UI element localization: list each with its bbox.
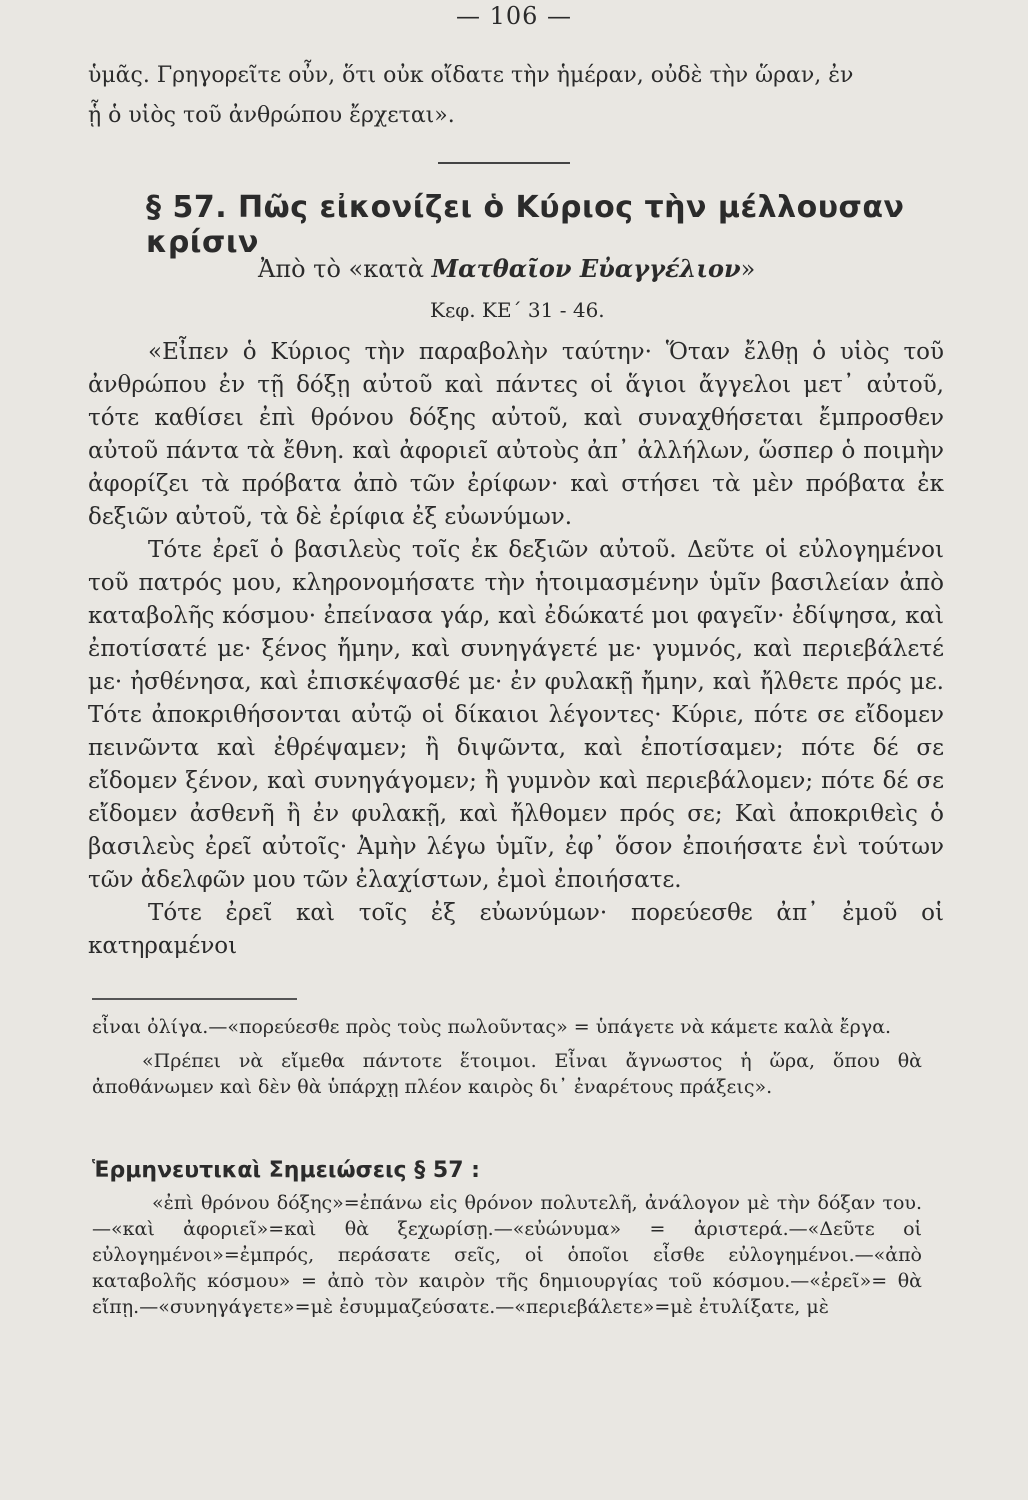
source-prefix: Ἀπὸ τὸ «κατὰ	[258, 255, 424, 283]
continued-line-1: ὑμᾶς. Γρηγορεῖτε οὖν, ὅτι οὐκ οἴδατε τὴν ἡμέραν, οὐδὲ τὴν ὥραν, ἐν	[88, 63, 854, 88]
paragraph: «Εἶπεν ὁ Κύριος τὴν παραβολὴν ταύτην· Ὅταν ἔλθῃ ὁ υἱὸς τοῦ ἀνθρώπου ἐν τῇ δόξῃ αὐτοῦ καὶ πάντες οἱ ἅγιοι ἄγγελοι μετ᾽ αὐτοῦ, τότε καθίσει ἐπὶ θρόνου δόξης αὐτοῦ, καὶ συναχθήσεται ἔμπροσθεν αὐτοῦ πάντα τὰ ἔθνη. καὶ ἀφοριεῖ αὐτοὺς ἀπ᾽ ἀλλήλων, ὥσπερ ὁ ποιμὴν ἀφορίζει τὰ πρόβατα ἀπὸ τῶν ἐρίφων· καὶ στήσει τὰ μὲν πρόβατα ἐκ δεξιῶν αὐτοῦ, τὰ δὲ ἐρίφια ἐξ εὐωνύμων.	[88, 339, 944, 530]
footnote-rule	[92, 998, 297, 1000]
hermeneutic-notes: «ἐπὶ θρόνου δόξης»=ἐπάνω εἰς θρόνον πολυτελῆ, ἀνάλογον μὲ τὴν δόξαν του.—«καὶ ἀφοριεῖ»=καὶ θὰ ξεχωρίσῃ.—«εὐώνυμα» = ἀριστερά.—«Δεῦτε οἱ εὐλογημένοι»=ἐμπρός, περάσατε σεῖς, οἱ ὁποῖοι εἶσθε εὐλογημένοι.—«ἀπὸ καταβολῆς κόσμου» = ἀπὸ τὸν καιρὸν τῆς δημιουργίας τοῦ κόσμου.—«ἐρεῖ»= θὰ εἴπῃ.—«συνηγάγετε»=μὲ ἐσυμμαζεύσατε.—«περιεβάλετε»=μὲ ἐτυλίξατε, μὲ	[92, 1192, 922, 1318]
scripture-text	[88, 336, 944, 963]
paragraph: Τότε ἐρεῖ ὁ βασιλεὺς τοῖς ἐκ δεξιῶν αὐτοῦ. Δεῦτε οἱ εὐλογημένοι τοῦ πατρός μου, κληρονομήσατε τὴν ἡτοιμασμένην ὑμῖν βασιλείαν ἀπὸ καταβολῆς κόσμου· ἐπείνασα γάρ, καὶ ἐδώκατέ μοι φαγεῖν· ἐδίψησα, καὶ ἐποτίσατέ με· ξένος ἤμην, καὶ συνηγάγετέ με· γυμνός, καὶ περιεβάλετέ με· ἠσθένησα, καὶ ἐπισκέψασθέ με· ἐν φυλακῇ ἤμην, καὶ ἤλθετε πρός με. Τότε ἀποκριθήσονται αὐτῷ οἱ δίκαιοι λέγοντες· Κύριε, πότε σε εἴδομεν πεινῶντα καὶ ἐθρέψαμεν; ἢ διψῶντα, καὶ ἐποτίσαμεν; πότε δέ σε εἴδομεν ξένον, καὶ συνηγάγομεν; ἢ γυμνὸν καὶ περιεβάλομεν; πότε δέ σε εἴδομεν ἀσθενῆ ἢ ἐν φυλακῇ, καὶ ἤλθομεν πρός σε; Καὶ ἀποκριθεὶς ὁ βασιλεὺς ἐρεῖ αὐτοῖς· Ἀμὴν λέγω ὑμῖν, ἐφ᾽ ὅσον ἐποιήσατε ἑνὶ τούτων τῶν ἀδελφῶν μου τῶν ἐλαχίστων, ἐμοὶ ἐποιήσατε.	[88, 537, 944, 893]
page-number: — 106 —	[455, 2, 573, 30]
continued-line-2: ᾗ ὁ υἱὸς τοῦ ἀνθρώπου ἔρχεται».	[88, 103, 455, 128]
source-reference	[258, 254, 858, 283]
source-suffix: »	[740, 255, 756, 283]
section-title: Πῶς εἰκονίζει ὁ Κύριος τὴν μέλλουσαν κρίσιν	[146, 190, 905, 260]
footnote: «Πρέπει νὰ εἴμεθα πάντοτε ἕτοιμοι. Εἶναι ἄγνωστος ἡ ὥρα, ὅπου θὰ ἀποθάνωμεν καὶ δὲν θὰ ὑπάρχῃ πλέον καιρὸς δι᾽ ἐναρέτους πράξεις».	[92, 1050, 922, 1098]
footnote: εἶναι ὀλίγα.—«πορεύεσθε πρὸς τοὺς πωλοῦντας» = ὑπάγετε νὰ κάμετε καλὰ ἔργα.	[92, 1016, 892, 1038]
continued-text	[88, 56, 938, 136]
source-work: Ματθαῖον Εὐαγγέλιον	[431, 254, 741, 283]
footnotes	[92, 1014, 922, 1108]
section-separator	[438, 162, 570, 164]
section-number: § 57.	[146, 190, 228, 225]
chapter-reference: Κεφ. ΚΕ΄ 31 - 46.	[430, 298, 605, 322]
section-heading	[146, 190, 946, 260]
hermeneutic-heading: Ἑρμηνευτικαὶ Σημειώσεις § 57 :	[92, 1158, 480, 1183]
paragraph: Τότε ἐρεῖ καὶ τοῖς ἐξ εὐωνύμων· πορεύεσθε ἀπ᾽ ἐμοῦ οἱ κατηραμένοι	[88, 900, 944, 959]
